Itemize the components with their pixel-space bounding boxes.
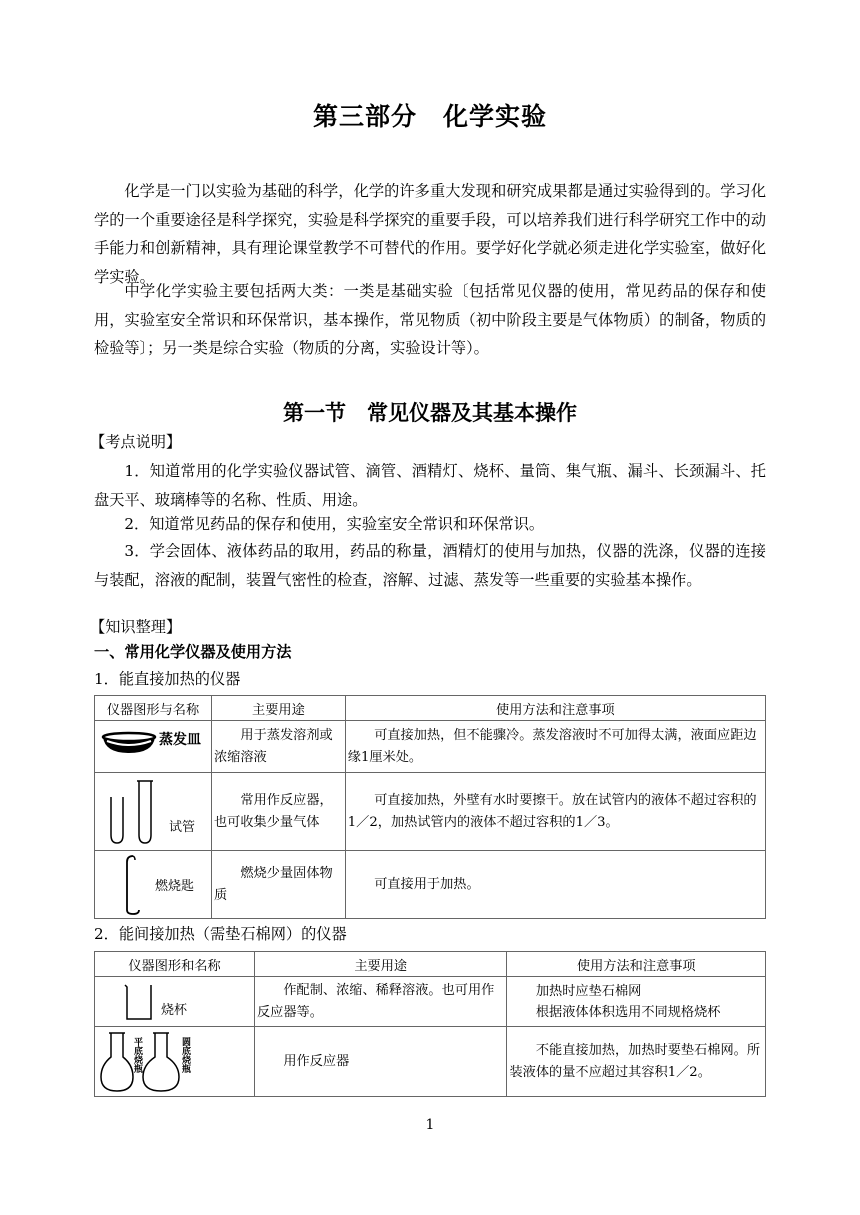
exam-heading: 【考点说明】 [90, 433, 182, 451]
instrument-cell [95, 977, 255, 1027]
table-row [95, 721, 766, 773]
instrument-name: 试管 [169, 819, 196, 835]
section-title: 第一节 常见仪器及其基本操作 [283, 401, 577, 425]
table-row [95, 851, 766, 919]
test-tube-icon [97, 775, 209, 849]
use-cell: 作配制、浓缩、稀释溶液。也可用作反应器等。 [254, 977, 507, 1027]
header-notes: 使用方法和注意事项 [345, 696, 765, 721]
table-indirect-heating [94, 951, 766, 1097]
table-row [95, 773, 766, 851]
header-instrument: 仪器图形与名称 [95, 696, 212, 721]
instrument-name: 圆底烧瓶 [180, 1036, 190, 1073]
notes-line: 加热时应垫石棉网 [535, 983, 642, 999]
part-title: 第三部分 化学实验 [312, 102, 547, 131]
instrument-cell [95, 851, 212, 919]
evaporating-dish-icon [97, 723, 209, 771]
table-header-row [95, 952, 766, 977]
header-instrument: 仪器图形和名称 [95, 952, 255, 977]
table-header-row [95, 696, 766, 721]
header-use: 主要用途 [254, 952, 507, 977]
instrument-cell [95, 721, 212, 773]
use-cell: 燃烧少量固体物质 [212, 851, 346, 919]
intro-paragraph-2: 中学化学实验主要包括两大类：一类是基础实验〔包括常见仪器的使用，常见药品的保存和使用，实验室安全常识和环保常识，基本操作，常见物质（初中阶段主要是气体物质）的制备，物质的检验等〕；另一类是综合实验（物质的分离，实验设计等）。 [94, 282, 766, 357]
table-direct-heating [94, 695, 766, 919]
exam-point-3: 3．学会固体、液体药品的取用，药品的称量，酒精灯的使用与加热，仪器的洗涤，仪器的连接与装配，溶液的配制，装置气密性的检查，溶解、过滤、蒸发等一些重要的实验基本操作。 [94, 542, 766, 589]
exam-point-1: 1．知道常用的化学实验仪器试管、滴管、酒精灯、烧杯、量筒、集气瓶、漏斗、长颈漏斗、托盘天平、玻璃棒等的名称、性质、用途。 [94, 462, 766, 509]
instrument-cell [95, 773, 212, 851]
beaker-icon [97, 979, 247, 1025]
sub-heading: 一、常用化学仪器及使用方法 [94, 643, 292, 661]
instrument-name: 燃烧匙 [155, 878, 195, 894]
instrument-name: 烧杯 [161, 1002, 188, 1018]
notes-cell: 可直接加热，但不能骤冷。蒸发溶液时不可加得太满，液面应距边缘1厘米处。 [345, 721, 765, 773]
instrument-cell [95, 1027, 255, 1097]
use-cell: 用作反应器 [254, 1027, 507, 1097]
use-cell: 常用作反应器，也可收集少量气体 [212, 773, 346, 851]
combustion-spoon-icon [97, 852, 209, 918]
table-row [95, 1027, 766, 1097]
knowledge-heading: 【知识整理】 [90, 618, 182, 636]
notes-cell [507, 977, 766, 1027]
flask-icon [97, 1029, 247, 1095]
table-row [95, 977, 766, 1027]
instrument-name: 平底烧瓶 [132, 1036, 142, 1073]
notes-cell: 可直接用于加热。 [345, 851, 765, 919]
table2-caption: 2．能间接加热（需垫石棉网）的仪器 [94, 925, 347, 943]
table1-caption: 1．能直接加热的仪器 [94, 670, 241, 688]
instrument-name: 蒸发皿 [159, 731, 201, 748]
notes-cell: 可直接加热，外壁有水时要擦干。放在试管内的液体不超过容积的1／2，加热试管内的液体不超过容积的1／3。 [345, 773, 765, 851]
intro-paragraph-1: 化学是一门以实验为基础的科学，化学的许多重大发现和研究成果都是通过实验得到的。学习化学的一个重要途径是科学探究，实验是科学探究的重要手段，可以培养我们进行科学研究工作中的动手能力和创新精神，具有理论课堂教学不可替代的作用。要学好化学就必须走进化学实验室，做好化学实验。 [94, 182, 766, 286]
page-number: 1 [425, 1117, 435, 1133]
header-notes: 使用方法和注意事项 [507, 952, 766, 977]
exam-point-2: 2．知道常见药品的保存和使用，实验室安全常识和环保常识。 [124, 515, 545, 533]
use-cell: 用于蒸发溶剂或浓缩溶液 [212, 721, 346, 773]
notes-line: 根据液体体积选用不同规格烧杯 [535, 1004, 721, 1020]
notes-cell: 不能直接加热，加热时要垫石棉网。所装液体的量不应超过其容积1／2。 [507, 1027, 766, 1097]
header-use: 主要用途 [212, 696, 346, 721]
